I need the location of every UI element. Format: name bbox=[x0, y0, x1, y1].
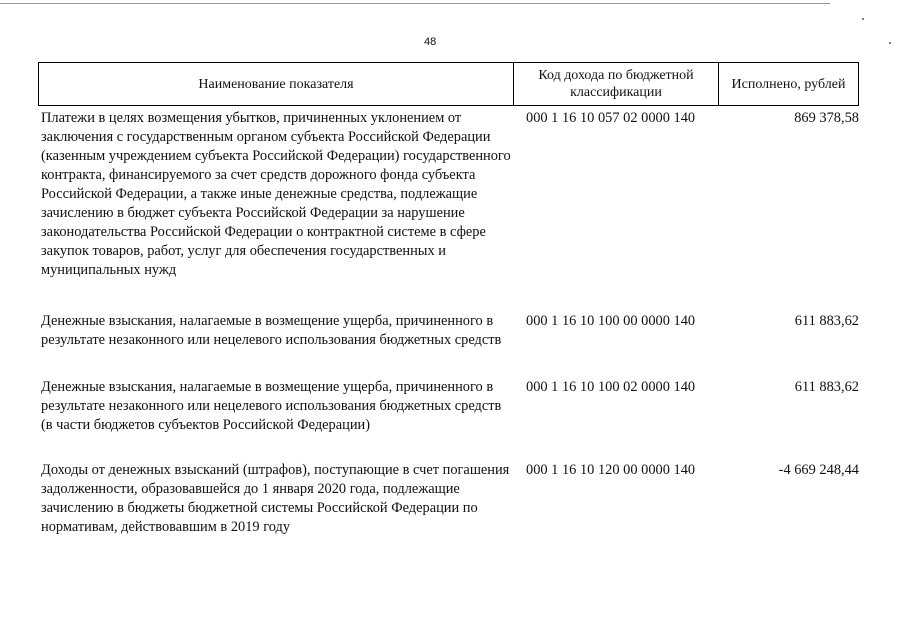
scan-speck bbox=[889, 42, 891, 44]
table-header bbox=[38, 62, 859, 106]
row-name: Доходы от денежных взысканий (штрафов), поступающие в счет погашения задолженности, образовавшейся до 1 января 2020 года, подлежащие зачислению в бюджеты бюджетной системы Российской Федерации по нормативам, действовавшим в 2019 году bbox=[41, 462, 510, 535]
row-code: 000 1 16 10 120 00 0000 140 bbox=[526, 462, 696, 478]
row-name: Денежные взыскания, налагаемые в возмещение ущерба, причиненного в результате незаконного или нецелевого использования бюджетных средств (в части бюджетов субъектов Российской Федерации) bbox=[41, 379, 502, 433]
top-scan-line bbox=[0, 3, 830, 4]
header-value: Исполнено, рублей bbox=[731, 76, 846, 92]
row-value: 611 883,62 bbox=[794, 379, 859, 395]
row-name: Денежные взыскания, налагаемые в возмещение ущерба, причиненного в результате незаконного или нецелевого использования бюджетных средств bbox=[41, 313, 502, 348]
row-code: 000 1 16 10 100 00 0000 140 bbox=[526, 313, 696, 329]
row-name: Платежи в целях возмещения убытков, причиненных уклонением от заключения с государственным органом субъекта Российской Федерации (казенным учреждением субъекта Российской Федерации) государственного контракта, финансируемого за счет средств дорожного фонда субъекта Российской Федерации, а также иные денежные средства, подлежащие зачислению в бюджет субъекта Российской Федерации за нарушение законодательства Российской Федерации о контрактной системе в сфере закупок товаров, работ, услуг для обеспечения государственных и муниципальных нужд bbox=[41, 110, 511, 278]
header-name: Наименование показателя bbox=[39, 63, 514, 105]
row-code: 000 1 16 10 100 02 0000 140 bbox=[526, 379, 696, 395]
row-value: 869 378,58 bbox=[794, 110, 859, 126]
row-value: -4 669 248,44 bbox=[778, 462, 859, 478]
scan-speck bbox=[862, 18, 864, 20]
header-code: Код дохода по бюджетной классификации bbox=[514, 63, 719, 105]
row-value: 611 883,62 bbox=[794, 313, 859, 329]
page-number: 48 bbox=[424, 36, 437, 48]
row-code: 000 1 16 10 057 02 0000 140 bbox=[526, 110, 696, 126]
